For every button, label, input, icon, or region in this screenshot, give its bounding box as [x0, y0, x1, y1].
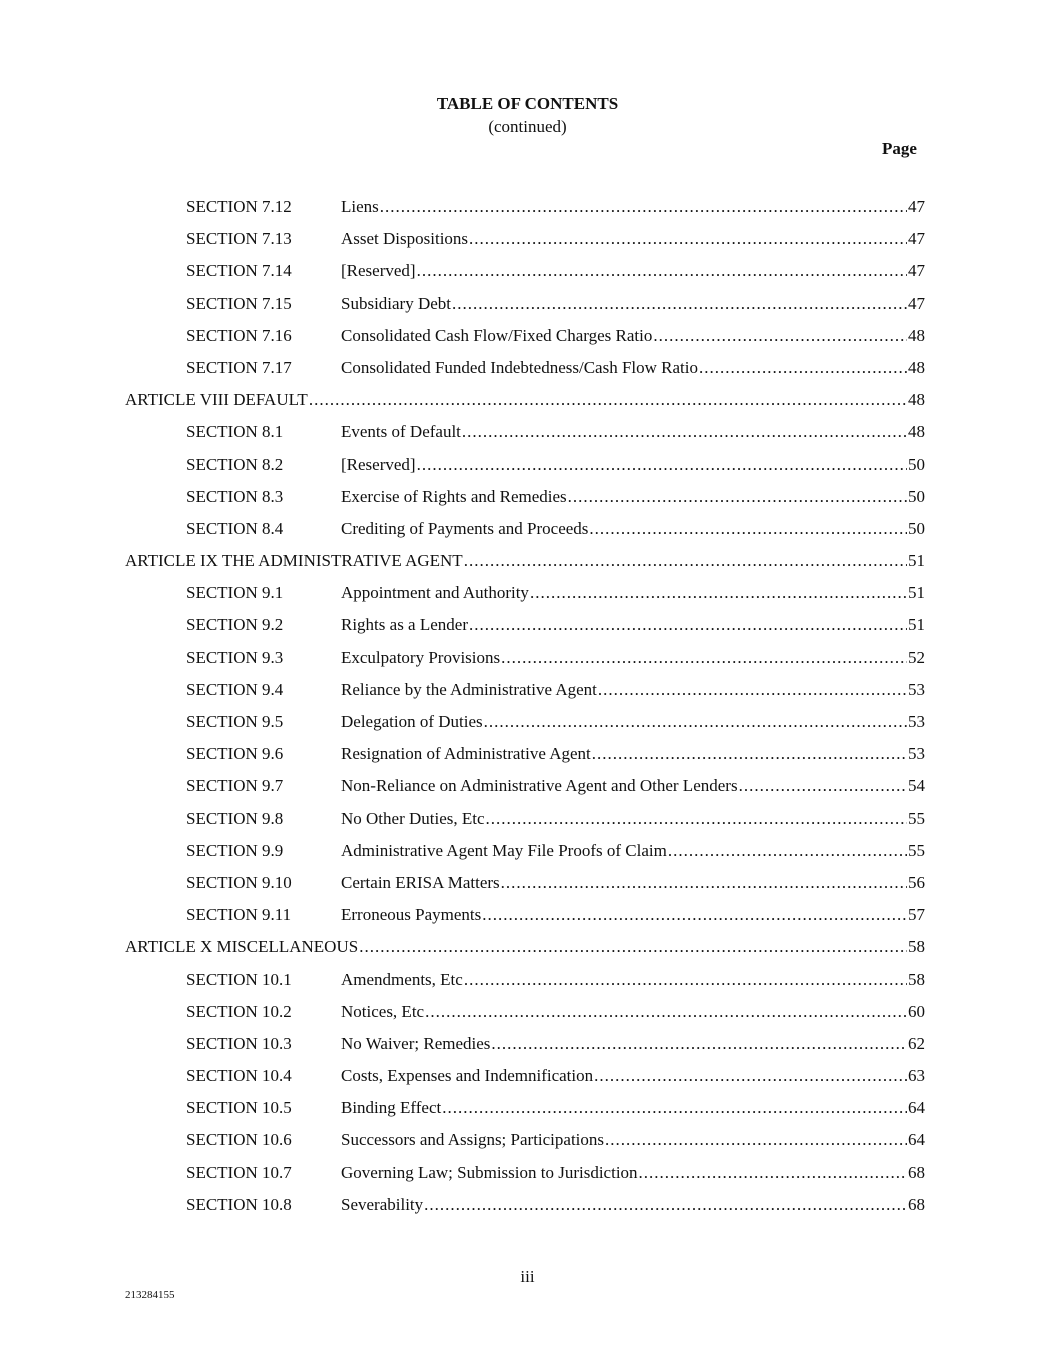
entry-line: [341, 416, 925, 448]
dot-leader: [653, 320, 907, 352]
entry-line: [341, 770, 925, 802]
dot-leader: [605, 1124, 907, 1156]
toc-section-entry[interactable]: [125, 191, 925, 223]
dot-leader: [424, 1189, 907, 1221]
entry-line: [341, 706, 925, 738]
entry-line: [125, 384, 925, 416]
toc-section-entry[interactable]: [125, 416, 925, 448]
section-number: SECTION 7.15: [186, 293, 292, 313]
toc-section-entry[interactable]: [125, 1157, 925, 1189]
section-number: SECTION 10.3: [186, 1033, 292, 1053]
toc-section-entry[interactable]: [125, 867, 925, 899]
toc-section-entry[interactable]: [125, 609, 925, 641]
dot-leader: [464, 964, 907, 996]
toc-section-entry[interactable]: [125, 738, 925, 770]
page-number: 53: [908, 679, 925, 699]
dot-leader: [598, 674, 907, 706]
article-title: ARTICLE VIII DEFAULT: [125, 390, 308, 410]
section-title: Exculpatory Provisions: [341, 647, 501, 667]
dot-leader: [462, 416, 907, 448]
page-number: 48: [908, 357, 925, 377]
section-number: SECTION 10.7: [186, 1162, 292, 1182]
entry-line: [341, 1189, 925, 1221]
dot-leader: [594, 1060, 907, 1092]
entry-line: [341, 964, 925, 996]
section-number: SECTION 10.5: [186, 1098, 292, 1118]
page-number: 62: [908, 1033, 925, 1053]
page-number: 51: [908, 583, 925, 603]
page-number: 53: [908, 712, 925, 731]
toc-section-entry[interactable]: [125, 352, 925, 384]
section-title: Non-Reliance on Administrative Agent and Other Lenders: [341, 776, 738, 796]
entry-line: [341, 288, 925, 320]
page-number: 48: [908, 390, 925, 410]
section-title: Governing Law; Submission to Jurisdiction: [341, 1162, 638, 1182]
page-title: TABLE OF CONTENTS: [436, 94, 619, 113]
section-number: SECTION 10.6: [186, 1130, 292, 1150]
section-number: SECTION 9.8: [186, 808, 284, 828]
dot-leader: [469, 609, 907, 641]
toc-section-entry[interactable]: [125, 1189, 925, 1221]
page-number: 64: [908, 1098, 925, 1118]
section-title: Severability: [341, 1194, 424, 1214]
section-title: Amendments, Etc: [341, 969, 463, 989]
page-number: 48: [908, 422, 925, 442]
entry-line: [125, 931, 925, 963]
dot-leader: [464, 545, 907, 577]
dot-leader: [442, 1092, 907, 1124]
section-number: SECTION 9.5: [186, 712, 284, 731]
page-number: 51: [908, 615, 925, 635]
page-number: 64: [908, 1130, 925, 1150]
page-number: 55: [908, 808, 925, 828]
entry-line: [125, 545, 925, 577]
toc-section-entry[interactable]: [125, 481, 925, 513]
article-title: ARTICLE IX THE ADMINISTRATIVE AGENT: [125, 551, 463, 571]
page-number: 47: [908, 293, 925, 313]
section-title: Delegation of Duties: [341, 712, 483, 731]
entry-line: [341, 1092, 925, 1124]
toc-section-entry[interactable]: [125, 513, 925, 545]
toc-section-entry[interactable]: [125, 288, 925, 320]
entry-line: [341, 513, 925, 545]
dot-leader: [425, 996, 907, 1028]
dot-leader: [639, 1157, 907, 1189]
dot-leader: [309, 384, 907, 416]
section-number: SECTION 7.14: [186, 261, 292, 281]
section-title: Binding Effect: [341, 1098, 442, 1118]
section-title: Reliance by the Administrative Agent: [341, 679, 597, 699]
dot-leader: [592, 738, 907, 770]
entry-line: [341, 577, 925, 609]
section-title: Crediting of Payments and Proceeds: [341, 518, 589, 538]
page-number: 51: [908, 551, 925, 571]
dot-leader: [699, 352, 907, 384]
page-number: 47: [908, 197, 925, 216]
section-title: Costs, Expenses and Indemnification: [341, 1066, 594, 1086]
section-title: Events of Default: [341, 422, 461, 442]
section-title: Asset Dispositions: [341, 229, 469, 249]
section-title: Consolidated Funded Indebtedness/Cash Flow Ratio: [341, 357, 698, 377]
section-title: Rights as a Lender: [341, 615, 468, 635]
toc-section-entry[interactable]: [125, 706, 925, 738]
entry-line: [341, 835, 925, 867]
toc-section-entry[interactable]: [125, 996, 925, 1028]
section-title: Erroneous Payments: [341, 905, 482, 925]
toc-section-entry[interactable]: [125, 577, 925, 609]
entry-line: [341, 738, 925, 770]
section-number: SECTION 10.8: [186, 1194, 292, 1214]
section-title: Notices, Etc: [341, 1001, 425, 1021]
dot-leader: [739, 770, 907, 802]
page-column-label: Page: [882, 139, 917, 158]
page-number: 56: [908, 872, 925, 892]
section-number: SECTION 7.12: [186, 197, 292, 216]
entry-line: [341, 996, 925, 1028]
entry-line: [341, 609, 925, 641]
dot-leader: [484, 706, 907, 738]
toc-section-entry[interactable]: [125, 1092, 925, 1124]
section-number: SECTION 9.3: [186, 647, 284, 667]
dot-leader: [530, 577, 907, 609]
toc-section-entry[interactable]: [125, 223, 925, 255]
dot-leader: [668, 835, 907, 867]
toc-section-entry[interactable]: [125, 255, 925, 287]
section-title: Successors and Assigns; Participations: [341, 1130, 605, 1150]
toc-article-entry[interactable]: [125, 545, 925, 577]
dot-leader: [417, 255, 907, 287]
section-number: SECTION 7.17: [186, 357, 292, 377]
page-number: 58: [908, 969, 925, 989]
entry-line: [341, 449, 925, 481]
dot-leader: [589, 513, 907, 545]
section-number: SECTION 8.3: [186, 486, 284, 506]
entry-line: [341, 255, 925, 287]
page-number: 48: [908, 325, 925, 345]
section-number: SECTION 9.4: [186, 679, 284, 699]
section-number: SECTION 9.2: [186, 615, 284, 635]
toc-list: [125, 191, 925, 1221]
section-number: SECTION 9.10: [186, 872, 292, 892]
entry-line: [341, 803, 925, 835]
section-number: SECTION 8.1: [186, 422, 284, 442]
toc-section-entry[interactable]: [125, 642, 925, 674]
entry-line: [341, 1060, 925, 1092]
page-number: 55: [908, 840, 925, 860]
page-number: 53: [908, 744, 925, 764]
section-number: SECTION 7.13: [186, 229, 292, 249]
section-title: Consolidated Cash Flow/Fixed Charges Ratio: [341, 325, 653, 345]
page-number: 50: [908, 454, 925, 474]
dot-leader: [469, 223, 907, 255]
page-number: 50: [908, 486, 925, 506]
section-title: Exercise of Rights and Remedies: [341, 486, 567, 506]
entry-line: [341, 481, 925, 513]
toc-article-entry[interactable]: [125, 384, 925, 416]
page-number: 47: [908, 229, 925, 249]
toc-section-entry[interactable]: [125, 899, 925, 931]
section-number: SECTION 10.1: [186, 969, 292, 989]
dot-leader: [491, 1028, 907, 1060]
entry-line: [341, 674, 925, 706]
toc-section-entry[interactable]: [125, 1060, 925, 1092]
dot-leader: [482, 899, 907, 931]
toc-section-entry[interactable]: [125, 964, 925, 996]
toc-section-entry[interactable]: [125, 674, 925, 706]
entry-line: [341, 223, 925, 255]
section-number: SECTION 7.16: [186, 325, 292, 345]
page-number: 63: [908, 1066, 925, 1086]
section-number: SECTION 9.1: [186, 583, 284, 603]
toc-section-entry[interactable]: [125, 320, 925, 352]
page-number: 47: [908, 261, 925, 281]
section-number: SECTION 9.7: [186, 776, 284, 796]
page-number: 50: [908, 518, 925, 538]
section-title: [Reserved]: [341, 454, 416, 474]
section-title: Administrative Agent May File Proofs of Claim: [341, 840, 667, 860]
toc-section-entry[interactable]: [125, 449, 925, 481]
entry-line: [341, 320, 925, 352]
section-title: Certain ERISA Matters: [341, 872, 500, 892]
page-number: 54: [908, 776, 925, 796]
entry-line: [341, 191, 925, 223]
section-title: No Other Duties, Etc: [341, 808, 485, 828]
page-number: 52: [908, 647, 925, 667]
page-folio: iii: [520, 1267, 535, 1286]
section-number: SECTION 10.4: [186, 1066, 292, 1086]
entry-line: [341, 1028, 925, 1060]
entry-line: [341, 1157, 925, 1189]
dot-leader: [486, 803, 907, 835]
section-title: No Waiver; Remedies: [341, 1033, 491, 1053]
section-title: Liens: [341, 197, 379, 216]
entry-line: [341, 899, 925, 931]
dot-leader: [568, 481, 907, 513]
page-number: 60: [908, 1001, 925, 1021]
toc-section-entry[interactable]: [125, 770, 925, 802]
entry-line: [341, 867, 925, 899]
toc-section-entry[interactable]: [125, 803, 925, 835]
section-title: Appointment and Authority: [341, 583, 529, 603]
toc-section-entry[interactable]: [125, 1028, 925, 1060]
section-number: SECTION 8.2: [186, 454, 284, 474]
section-number: SECTION 8.4: [186, 518, 284, 538]
entry-line: [341, 352, 925, 384]
dot-leader: [501, 642, 907, 674]
toc-article-entry[interactable]: [125, 931, 925, 963]
dot-leader: [380, 191, 907, 223]
toc-section-entry[interactable]: [125, 1124, 925, 1156]
page-subtitle: (continued): [488, 117, 567, 136]
dot-leader: [452, 288, 907, 320]
toc-section-entry[interactable]: [125, 835, 925, 867]
entry-line: [341, 642, 925, 674]
section-number: SECTION 10.2: [186, 1001, 292, 1021]
section-number: SECTION 9.11: [186, 905, 292, 925]
dot-leader: [501, 867, 907, 899]
entry-line: [341, 1124, 925, 1156]
dot-leader: [359, 931, 907, 963]
article-title: ARTICLE X MISCELLANEOUS: [125, 937, 359, 957]
section-number: SECTION 9.9: [186, 840, 284, 860]
section-title: Resignation of Administrative Agent: [341, 744, 591, 764]
dot-leader: [417, 449, 907, 481]
section-number: SECTION 9.6: [186, 744, 284, 764]
page-number: 57: [908, 905, 925, 925]
page-number: 68: [908, 1194, 925, 1214]
section-title: Subsidiary Debt: [341, 293, 452, 313]
document-number: 213284155: [125, 1289, 175, 1301]
page-number: 58: [908, 937, 925, 957]
page-number: 68: [908, 1162, 925, 1182]
section-title: [Reserved]: [341, 261, 416, 281]
